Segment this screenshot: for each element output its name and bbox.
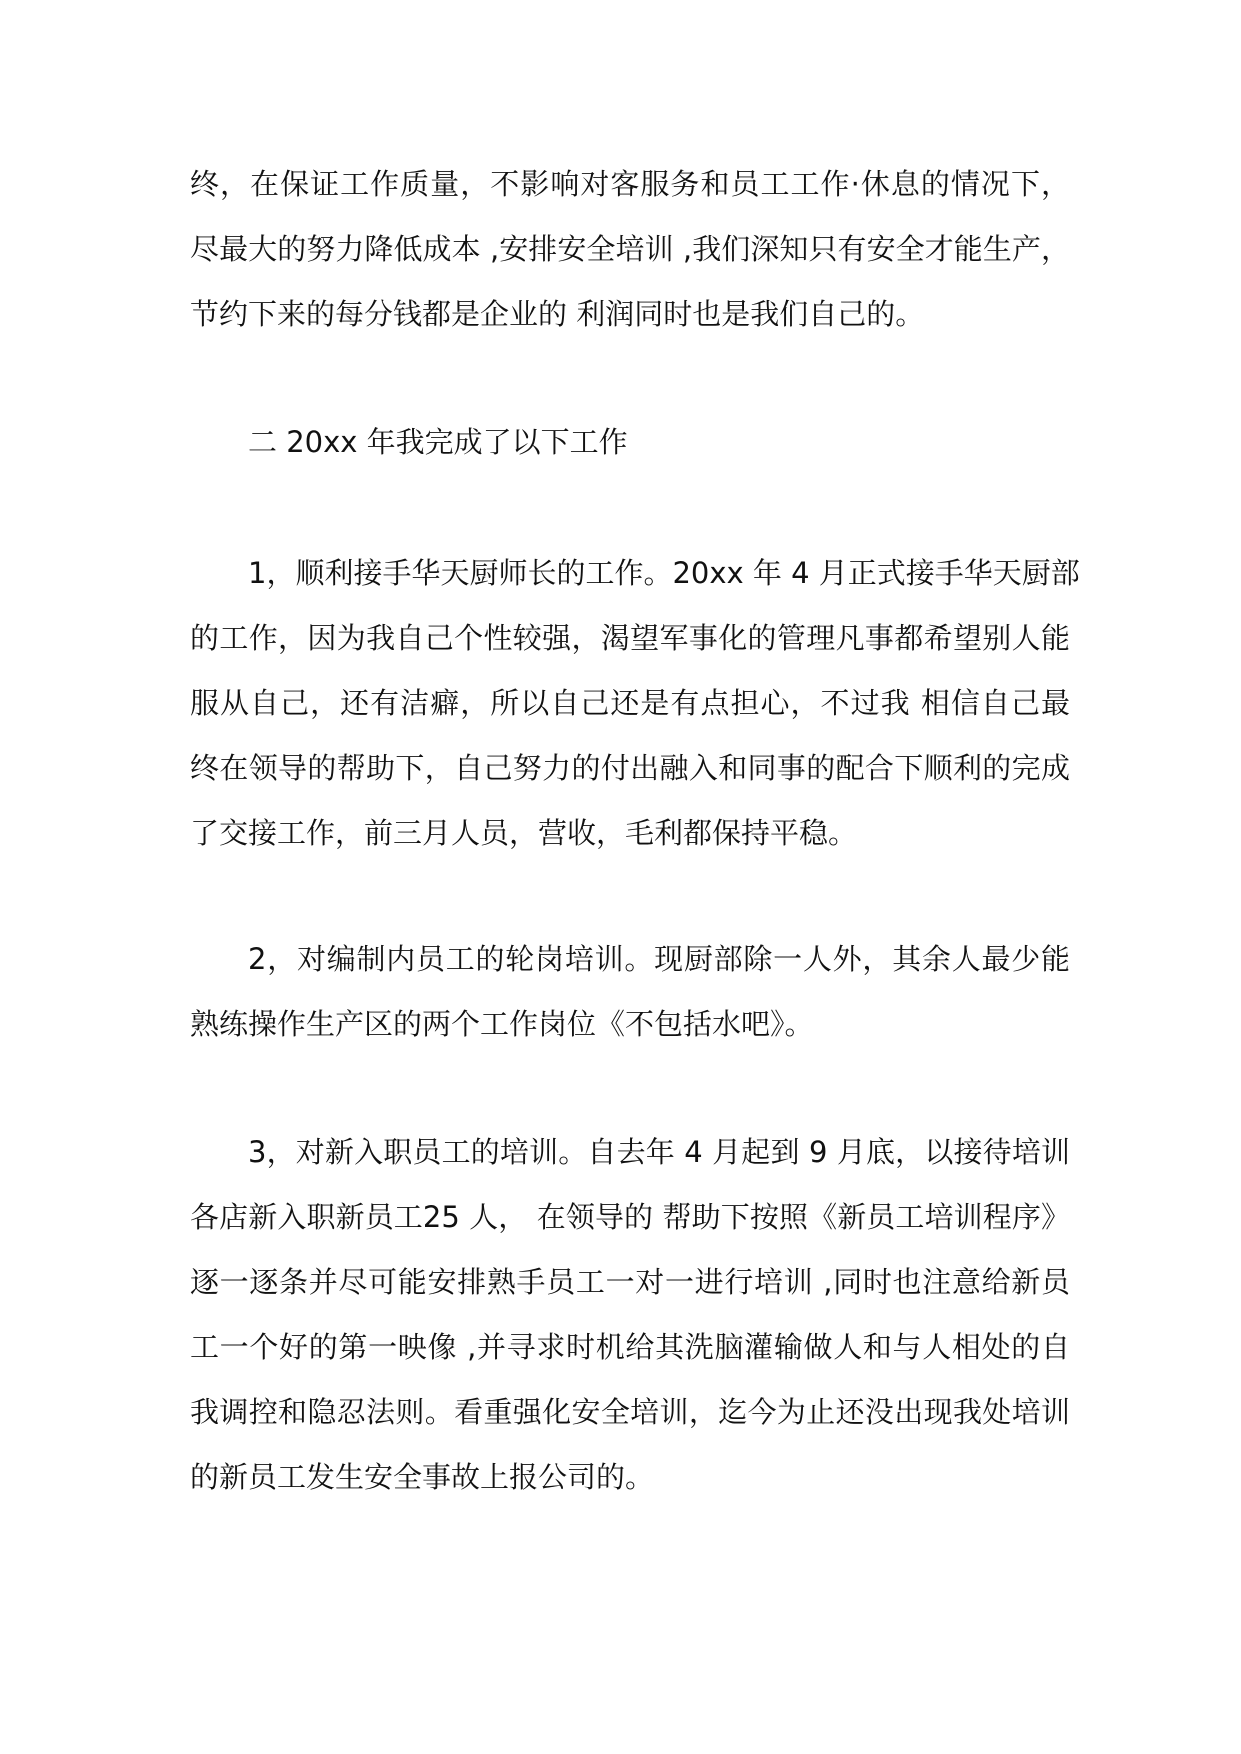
item-2-paragraph — [190, 927, 1070, 1057]
section-heading-text: 二 20xx 年我完成了以下工作 — [248, 425, 628, 459]
paragraph-line: 工一个好的第一映像 ,并寻求时机给其洗脑灌输做人和与人相处的自 — [190, 1330, 1070, 1364]
paragraph-line: 我调控和隐忍法则。看重强化安全培训，迄今为止还没出现我处培训 — [190, 1395, 1070, 1429]
paragraph-line: 逐一逐条并尽可能安排熟手员工一对一进行培训 ,同时也注意给新员 — [190, 1265, 1070, 1299]
intro-paragraph — [190, 152, 1070, 347]
item-3-paragraph — [190, 1120, 1070, 1510]
section-heading — [190, 410, 1070, 475]
paragraph-line: 服从自己，还有洁癖，所以自己还是有点担心，不过我 相信自己最 — [190, 686, 1070, 720]
paragraph-line: 1，顺利接手华天厨师长的工作。20xx 年 4 月正式接手华天厨部 — [248, 556, 1080, 590]
paragraph-line: 了交接工作，前三月人员，营收，毛利都保持平稳。 — [190, 816, 858, 850]
paragraph-line: 终，在保证工作质量，不影响对客服务和员工工作·休息的情况下， — [190, 167, 1070, 201]
paragraph-line: 节约下来的每分钱都是企业的 利润同时也是我们自己的。 — [190, 297, 925, 331]
paragraph-line: 的新员工发生安全事故上报公司的。 — [190, 1460, 655, 1494]
paragraph-line: 2，对编制内员工的轮岗培训。现厨部除一人外，其余人最少能 — [248, 942, 1070, 976]
item-1-paragraph — [190, 541, 1080, 866]
paragraph-line: 终在领导的帮助下，自己努力的付出融入和同事的配合下顺利的完成 — [190, 751, 1070, 785]
paragraph-line: 各店新入职新员工25 人， 在领导的 帮助下按照《新员工培训程序》 — [190, 1200, 1070, 1234]
paragraph-line: 3，对新入职员工的培训。自去年 4 月起到 9 月底，以接待培训 — [248, 1135, 1070, 1169]
paragraph-line: 尽最大的努力降低成本 ,安排安全培训 ,我们深知只有安全才能生产， — [190, 232, 1070, 266]
paragraph-line: 的工作，因为我自己个性较强，渴望军事化的管理凡事都希望别人能 — [190, 621, 1070, 655]
paragraph-line: 熟练操作生产区的两个工作岗位《不包括水吧》。 — [190, 1007, 814, 1041]
